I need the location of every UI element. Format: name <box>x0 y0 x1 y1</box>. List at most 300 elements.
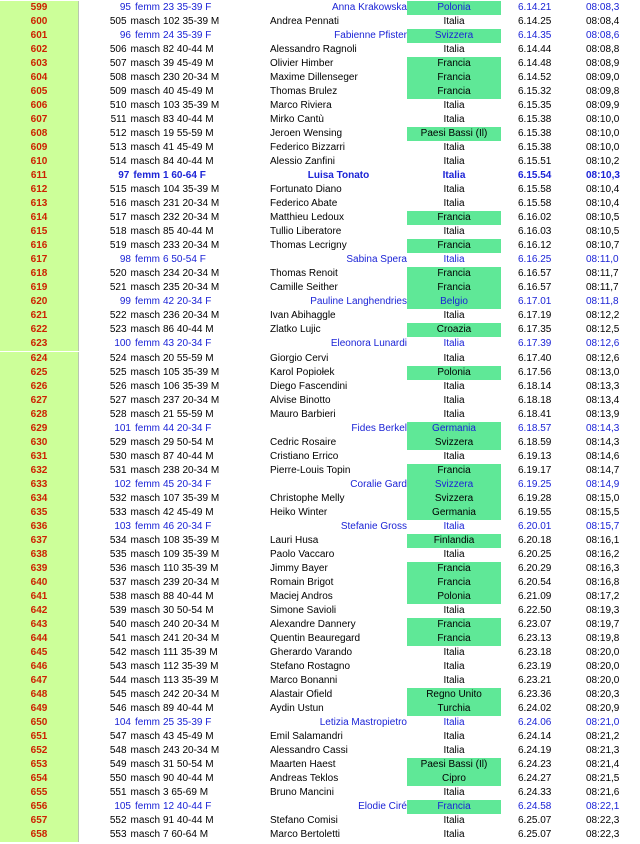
bib-gender-cell <box>79 141 160 155</box>
bib-gender-cell <box>79 253 160 267</box>
athlete-name-cell: Paolo Vaccaro <box>270 548 335 560</box>
bib-number: 530 <box>109 450 127 462</box>
position-cell: 636 <box>0 520 78 534</box>
country-cell: Italia <box>443 787 465 799</box>
athlete-name-cell: Bruno Mancini <box>270 787 334 799</box>
table-row <box>0 422 640 436</box>
finish-time-cell: 6.17.39 <box>518 338 552 350</box>
bib-number: 518 <box>109 226 127 238</box>
gender-label: masch <box>130 506 160 518</box>
bib-gender-cell <box>79 590 160 604</box>
bib-gender-cell <box>79 660 160 674</box>
gap-cell: 08:12,6 <box>586 338 620 350</box>
table-row <box>0 253 640 267</box>
finish-time-cell: 6.17.01 <box>518 296 552 308</box>
table-row <box>0 309 640 323</box>
table-row <box>0 814 640 828</box>
table-row <box>0 281 640 295</box>
gap-cell: 08:08,8 <box>586 44 620 56</box>
finish-time-cell: 6.16.03 <box>518 226 552 238</box>
gap-cell: 08:19,7 <box>586 618 620 630</box>
position-cell: 626 <box>0 380 78 394</box>
finish-time-cell: 6.18.41 <box>518 408 552 420</box>
bib-number: 533 <box>109 506 127 518</box>
bib-gender-cell <box>79 786 160 800</box>
gender-label: masch <box>130 464 160 476</box>
country-cell: Francia <box>407 211 501 225</box>
position-cell: 602 <box>0 43 78 57</box>
bib-number: 541 <box>109 632 127 644</box>
bib-gender-cell <box>79 127 160 141</box>
finish-time-cell: 6.14.48 <box>518 58 552 70</box>
bib-number: 101 <box>114 422 131 434</box>
gap-cell: 08:20,0 <box>586 674 620 686</box>
gender-label: masch <box>130 268 160 280</box>
bib-gender-cell <box>79 632 160 646</box>
position-cell: 608 <box>0 127 78 141</box>
country-cell: Turchia <box>407 702 501 716</box>
position-cell: 629 <box>0 422 78 436</box>
position-cell: 622 <box>0 323 78 337</box>
table-row <box>0 71 640 85</box>
position-cell: 641 <box>0 590 78 604</box>
bib-gender-cell <box>79 618 160 632</box>
gender-label: femm <box>135 520 160 532</box>
finish-time-cell: 6.16.57 <box>518 268 552 280</box>
bib-number: 523 <box>109 324 127 336</box>
gap-cell: 08:19,8 <box>586 632 620 644</box>
category-cell: 87 40-44 M <box>163 450 214 462</box>
country-cell: Regno Unito <box>407 688 501 702</box>
category-cell: 230 20-34 M <box>163 72 220 84</box>
table-row <box>0 29 640 43</box>
gap-cell: 08:14,3 <box>586 422 620 434</box>
country-cell: Italia <box>443 380 465 392</box>
bib-gender-cell <box>79 506 160 520</box>
country-cell: Polonia <box>407 1 501 15</box>
finish-time-cell: 6.25.07 <box>518 829 552 841</box>
bib-number: 535 <box>109 548 127 560</box>
position-cell: 643 <box>0 618 78 632</box>
finish-time-cell: 6.15.38 <box>518 114 552 126</box>
position-cell: 614 <box>0 211 78 225</box>
athlete-name-cell: Heiko Winter <box>270 506 328 518</box>
bib-gender-cell <box>79 702 160 716</box>
athlete-name-cell: Elodie Ciré <box>358 801 407 813</box>
finish-time-cell: 6.16.12 <box>518 240 552 252</box>
category-cell: 24 35-39 F <box>163 30 212 42</box>
gap-cell: 08:08,3 <box>586 2 620 13</box>
table-row <box>0 744 640 758</box>
athlete-name-cell: Pierre-Louis Topin <box>270 464 351 476</box>
position-cell: 601 <box>0 29 78 43</box>
bib-gender-cell <box>79 29 160 43</box>
bib-gender-cell <box>79 408 160 422</box>
table-row <box>0 716 640 730</box>
table-row <box>0 478 640 492</box>
table-row <box>0 197 640 211</box>
category-cell: 20 55-59 M <box>163 352 214 364</box>
gap-cell: 08:10,3 <box>586 170 620 182</box>
athlete-name-cell: Coralie Gard <box>350 478 407 490</box>
gap-cell: 08:16,8 <box>586 576 620 588</box>
category-cell: 243 20-34 M <box>163 745 220 757</box>
athlete-name-cell: Cristiano Errico <box>270 450 339 462</box>
gender-label: masch <box>130 745 160 757</box>
position-cell: 605 <box>0 85 78 99</box>
bib-gender-cell <box>79 366 160 380</box>
athlete-name-cell: Eleonora Lunardi <box>330 338 407 350</box>
bib-number: 510 <box>109 100 127 112</box>
country-cell: Italia <box>443 114 465 126</box>
athlete-name-cell: Cedric Rosaire <box>270 436 337 448</box>
category-cell: 86 40-44 M <box>163 324 214 336</box>
gender-label: masch <box>130 688 160 700</box>
finish-time-cell: 6.15.54 <box>518 170 552 182</box>
bib-number: 536 <box>109 562 127 574</box>
finish-time-cell: 6.14.21 <box>518 2 552 13</box>
gap-cell: 08:21,2 <box>586 731 620 743</box>
athlete-name-cell: Marco Bertoletti <box>270 829 341 841</box>
bib-gender-cell <box>79 520 160 534</box>
athlete-name-cell: Marco Bonanni <box>270 674 338 686</box>
category-cell: 3 65-69 M <box>163 787 209 799</box>
gender-label: masch <box>130 632 160 644</box>
gap-cell: 08:14,6 <box>586 450 620 462</box>
athlete-name-cell: Maciej Andros <box>270 590 333 602</box>
gap-cell: 08:10,2 <box>586 156 620 168</box>
country-cell: Svizzera <box>407 436 501 450</box>
athlete-name-cell: Sabina Spera <box>346 254 407 266</box>
position-cell: 603 <box>0 57 78 71</box>
position-cell: 619 <box>0 281 78 295</box>
bib-number: 519 <box>109 240 127 252</box>
gender-label: masch <box>130 142 160 154</box>
bib-gender-cell <box>79 716 160 730</box>
gap-cell: 08:10,4 <box>586 184 620 196</box>
gap-cell: 08:10,7 <box>586 240 620 252</box>
bib-number: 522 <box>109 310 127 322</box>
position-cell: 623 <box>0 337 78 351</box>
category-cell: 111 35-39 M <box>163 646 218 658</box>
bib-number: 506 <box>109 44 127 56</box>
bib-number: 550 <box>109 773 127 785</box>
category-cell: 231 20-34 M <box>163 198 220 210</box>
country-cell: Italia <box>443 254 465 266</box>
bib-gender-cell <box>79 337 160 351</box>
finish-time-cell: 6.20.25 <box>518 548 552 560</box>
gap-cell: 08:11,8 <box>586 296 619 308</box>
athlete-name-cell: Diego Fascendini <box>270 380 348 392</box>
bib-number: 548 <box>109 745 127 757</box>
country-cell: Italia <box>443 660 465 672</box>
position-cell: 612 <box>0 183 78 197</box>
gap-cell: 08:09,0 <box>586 72 620 84</box>
table-row <box>0 15 640 29</box>
gender-label: masch <box>130 450 160 462</box>
country-cell: Italia <box>443 604 465 616</box>
athlete-name-cell: Pauline Langhendries <box>310 296 407 308</box>
bib-number: 95 <box>119 2 131 13</box>
athlete-name-cell: Alastair Ofield <box>270 688 333 700</box>
position-cell: 616 <box>0 239 78 253</box>
position-cell: 633 <box>0 478 78 492</box>
bib-number: 532 <box>109 492 127 504</box>
bib-gender-cell <box>79 646 160 660</box>
bib-number: 508 <box>109 72 127 84</box>
bib-gender-cell <box>79 828 160 842</box>
position-cell: 613 <box>0 197 78 211</box>
finish-time-cell: 6.14.44 <box>518 44 552 56</box>
athlete-name-cell: Quentin Beauregard <box>270 632 361 644</box>
country-cell: Francia <box>407 562 501 576</box>
category-cell: 240 20-34 M <box>163 618 220 630</box>
category-cell: 242 20-34 M <box>163 688 220 700</box>
bib-gender-cell <box>79 380 160 394</box>
table-row <box>0 632 640 646</box>
table-row <box>0 85 640 99</box>
finish-time-cell: 6.24.19 <box>518 745 552 757</box>
country-cell: Italia <box>443 829 465 841</box>
category-cell: 40 45-49 M <box>163 86 214 98</box>
position-cell: 635 <box>0 506 78 520</box>
bib-gender-cell <box>79 688 160 702</box>
finish-time-cell: 6.15.38 <box>518 128 552 140</box>
gap-cell: 08:16,2 <box>586 548 620 560</box>
athlete-name-cell: Simone Savioli <box>270 604 337 616</box>
athlete-name-cell: Mirko Cantù <box>270 114 324 126</box>
category-cell: 239 20-34 M <box>163 576 220 588</box>
bib-gender-cell <box>79 295 160 309</box>
category-cell: 232 20-34 M <box>163 212 220 224</box>
gender-label: masch <box>130 226 160 238</box>
gender-label: femm <box>135 422 160 434</box>
table-row <box>0 800 640 814</box>
country-cell: Italia <box>443 44 465 56</box>
country-cell: Finlandia <box>407 534 501 548</box>
category-cell: 85 40-44 M <box>163 226 214 238</box>
bib-number: 549 <box>109 759 127 771</box>
position-cell: 599 <box>0 1 78 15</box>
gender-label: masch <box>130 86 160 98</box>
category-cell: 29 50-54 M <box>163 436 214 448</box>
bib-gender-cell <box>79 478 160 492</box>
gap-cell: 08:20,0 <box>586 660 620 672</box>
bib-number: 517 <box>109 212 127 224</box>
bib-number: 521 <box>109 282 127 294</box>
gap-cell: 08:08,6 <box>586 30 620 42</box>
category-cell: 43 45-49 M <box>163 731 214 743</box>
athlete-name-cell: Aydin Ustun <box>270 703 324 714</box>
category-cell: 6 50-54 F <box>163 254 206 266</box>
bib-number: 513 <box>109 142 127 154</box>
table-row <box>0 99 640 113</box>
athlete-name-cell: Stefanie Gross <box>340 520 407 532</box>
finish-time-cell: 6.18.14 <box>518 380 552 392</box>
finish-time-cell: 6.23.18 <box>518 646 552 658</box>
table-row <box>0 604 640 618</box>
gap-cell: 08:22,3 <box>586 815 620 827</box>
position-cell: 647 <box>0 674 78 688</box>
bib-gender-cell <box>79 99 160 113</box>
position-cell: 638 <box>0 548 78 562</box>
country-cell: Francia <box>407 57 501 71</box>
country-cell: Italia <box>443 16 465 28</box>
table-row <box>0 380 640 394</box>
finish-time-cell: 6.24.23 <box>518 759 552 771</box>
athlete-name-cell: Anna Krakowska <box>331 2 407 13</box>
gender-label: masch <box>130 352 160 364</box>
country-cell: Polonia <box>407 590 501 604</box>
position-cell: 617 <box>0 253 78 267</box>
gender-label: masch <box>130 492 160 504</box>
finish-time-cell: 6.18.18 <box>518 394 552 406</box>
gender-label: masch <box>130 100 160 112</box>
finish-time-cell: 6.15.35 <box>518 100 552 112</box>
gap-cell: 08:13,4 <box>586 394 620 406</box>
table-row <box>0 141 640 155</box>
gender-label: femm <box>135 801 160 813</box>
table-row <box>0 211 640 225</box>
bib-number: 525 <box>109 366 127 378</box>
country-cell: Francia <box>407 85 501 99</box>
gender-label: masch <box>130 562 160 574</box>
table-row <box>0 323 640 337</box>
bib-number: 528 <box>109 408 127 420</box>
table-row <box>0 43 640 57</box>
table-row <box>0 267 640 281</box>
gap-cell: 08:16,1 <box>586 534 620 546</box>
finish-time-cell: 6.15.38 <box>518 142 552 154</box>
gender-label: femm <box>135 30 160 42</box>
bib-number: 99 <box>119 296 131 308</box>
bib-gender-cell <box>79 281 160 295</box>
finish-time-cell: 6.19.28 <box>518 492 552 504</box>
table-row <box>0 436 640 450</box>
bib-number: 507 <box>109 58 127 70</box>
gender-label: masch <box>130 408 160 420</box>
finish-time-cell: 6.15.51 <box>518 156 552 168</box>
bib-number: 539 <box>109 604 127 616</box>
gap-cell: 08:21,5 <box>586 773 620 785</box>
gap-cell: 08:13,3 <box>586 380 620 392</box>
bib-number: 545 <box>109 688 127 700</box>
country-cell: Svizzera <box>407 29 501 43</box>
finish-time-cell: 6.23.19 <box>518 660 552 672</box>
position-cell: 628 <box>0 408 78 422</box>
bib-number: 527 <box>109 394 127 406</box>
category-cell: 12 40-44 F <box>163 801 212 813</box>
gender-label: masch <box>130 576 160 588</box>
position-cell: 606 <box>0 99 78 113</box>
athlete-name-cell: Alessandro Cassi <box>270 745 348 757</box>
bib-number: 512 <box>109 128 127 140</box>
category-cell: 45 20-34 F <box>163 478 212 490</box>
category-cell: 83 40-44 M <box>163 114 214 126</box>
table-row <box>0 772 640 786</box>
bib-number: 505 <box>109 16 127 28</box>
position-cell: 607 <box>0 113 78 127</box>
category-cell: 88 40-44 M <box>163 590 214 602</box>
bib-number: 529 <box>109 436 127 448</box>
gender-label: masch <box>130 114 160 126</box>
category-cell: 39 45-49 M <box>163 58 214 70</box>
category-cell: 104 35-39 M <box>163 184 220 196</box>
table-row <box>0 239 640 253</box>
table-row <box>0 155 640 169</box>
gap-cell: 08:12,6 <box>586 352 620 364</box>
bib-number: 103 <box>114 520 131 532</box>
finish-time-cell: 6.23.07 <box>518 618 552 630</box>
category-cell: 238 20-34 M <box>163 464 220 476</box>
country-cell: Francia <box>407 800 501 814</box>
country-cell: Italia <box>443 731 465 743</box>
gender-label: femm <box>135 478 160 490</box>
gender-label: masch <box>130 534 160 546</box>
table-row <box>0 295 640 309</box>
bib-gender-cell <box>79 267 160 281</box>
category-cell: 46 20-34 F <box>163 520 212 532</box>
athlete-name-cell: Ivan Abihaggle <box>270 310 336 322</box>
gender-label: masch <box>130 394 160 406</box>
table-row <box>0 464 640 478</box>
table-row <box>0 225 640 239</box>
position-cell: 620 <box>0 295 78 309</box>
gender-label: masch <box>130 787 160 799</box>
gap-cell: 08:10,0 <box>586 142 620 154</box>
category-cell: 82 40-44 M <box>163 44 214 56</box>
athlete-name-cell: Alexandre Dannery <box>270 618 356 630</box>
category-cell: 234 20-34 M <box>163 268 220 280</box>
position-cell: 657 <box>0 814 78 828</box>
gap-cell: 08:20,9 <box>586 703 620 714</box>
country-cell: Paesi Bassi (Il) <box>407 758 501 772</box>
gender-label: masch <box>130 590 160 602</box>
bib-number: 97 <box>118 170 130 182</box>
country-cell: Francia <box>407 618 501 632</box>
gap-cell: 08:17,2 <box>586 590 620 602</box>
position-cell: 609 <box>0 141 78 155</box>
position-cell: 600 <box>0 15 78 29</box>
gender-label: masch <box>130 618 160 630</box>
gender-label: masch <box>130 128 160 140</box>
bib-gender-cell <box>79 604 160 618</box>
bib-number: 547 <box>109 731 127 743</box>
country-cell: Francia <box>407 281 501 295</box>
athlete-name-cell: Maarten Haest <box>270 759 336 771</box>
gender-label: masch <box>130 604 160 616</box>
finish-time-cell: 6.24.27 <box>518 773 552 785</box>
gap-cell: 08:11,7 <box>586 282 619 294</box>
category-cell: 112 35-39 M <box>163 660 219 672</box>
finish-time-cell: 6.20.01 <box>518 520 552 532</box>
bib-gender-cell <box>79 436 160 450</box>
bib-gender-cell <box>79 548 160 562</box>
position-cell: 632 <box>0 464 78 478</box>
table-row <box>0 352 640 366</box>
gap-cell: 08:15,5 <box>586 506 620 518</box>
bib-number: 552 <box>109 815 127 827</box>
position-cell: 649 <box>0 702 78 716</box>
country-cell: Francia <box>407 267 501 281</box>
bib-gender-cell <box>79 772 160 786</box>
category-cell: 1 60-64 F <box>163 170 206 182</box>
country-cell: Francia <box>407 576 501 590</box>
table-row <box>0 828 640 842</box>
position-cell: 624 <box>0 352 78 366</box>
bib-number: 524 <box>109 352 127 364</box>
athlete-name-cell: Giorgio Cervi <box>270 352 329 364</box>
